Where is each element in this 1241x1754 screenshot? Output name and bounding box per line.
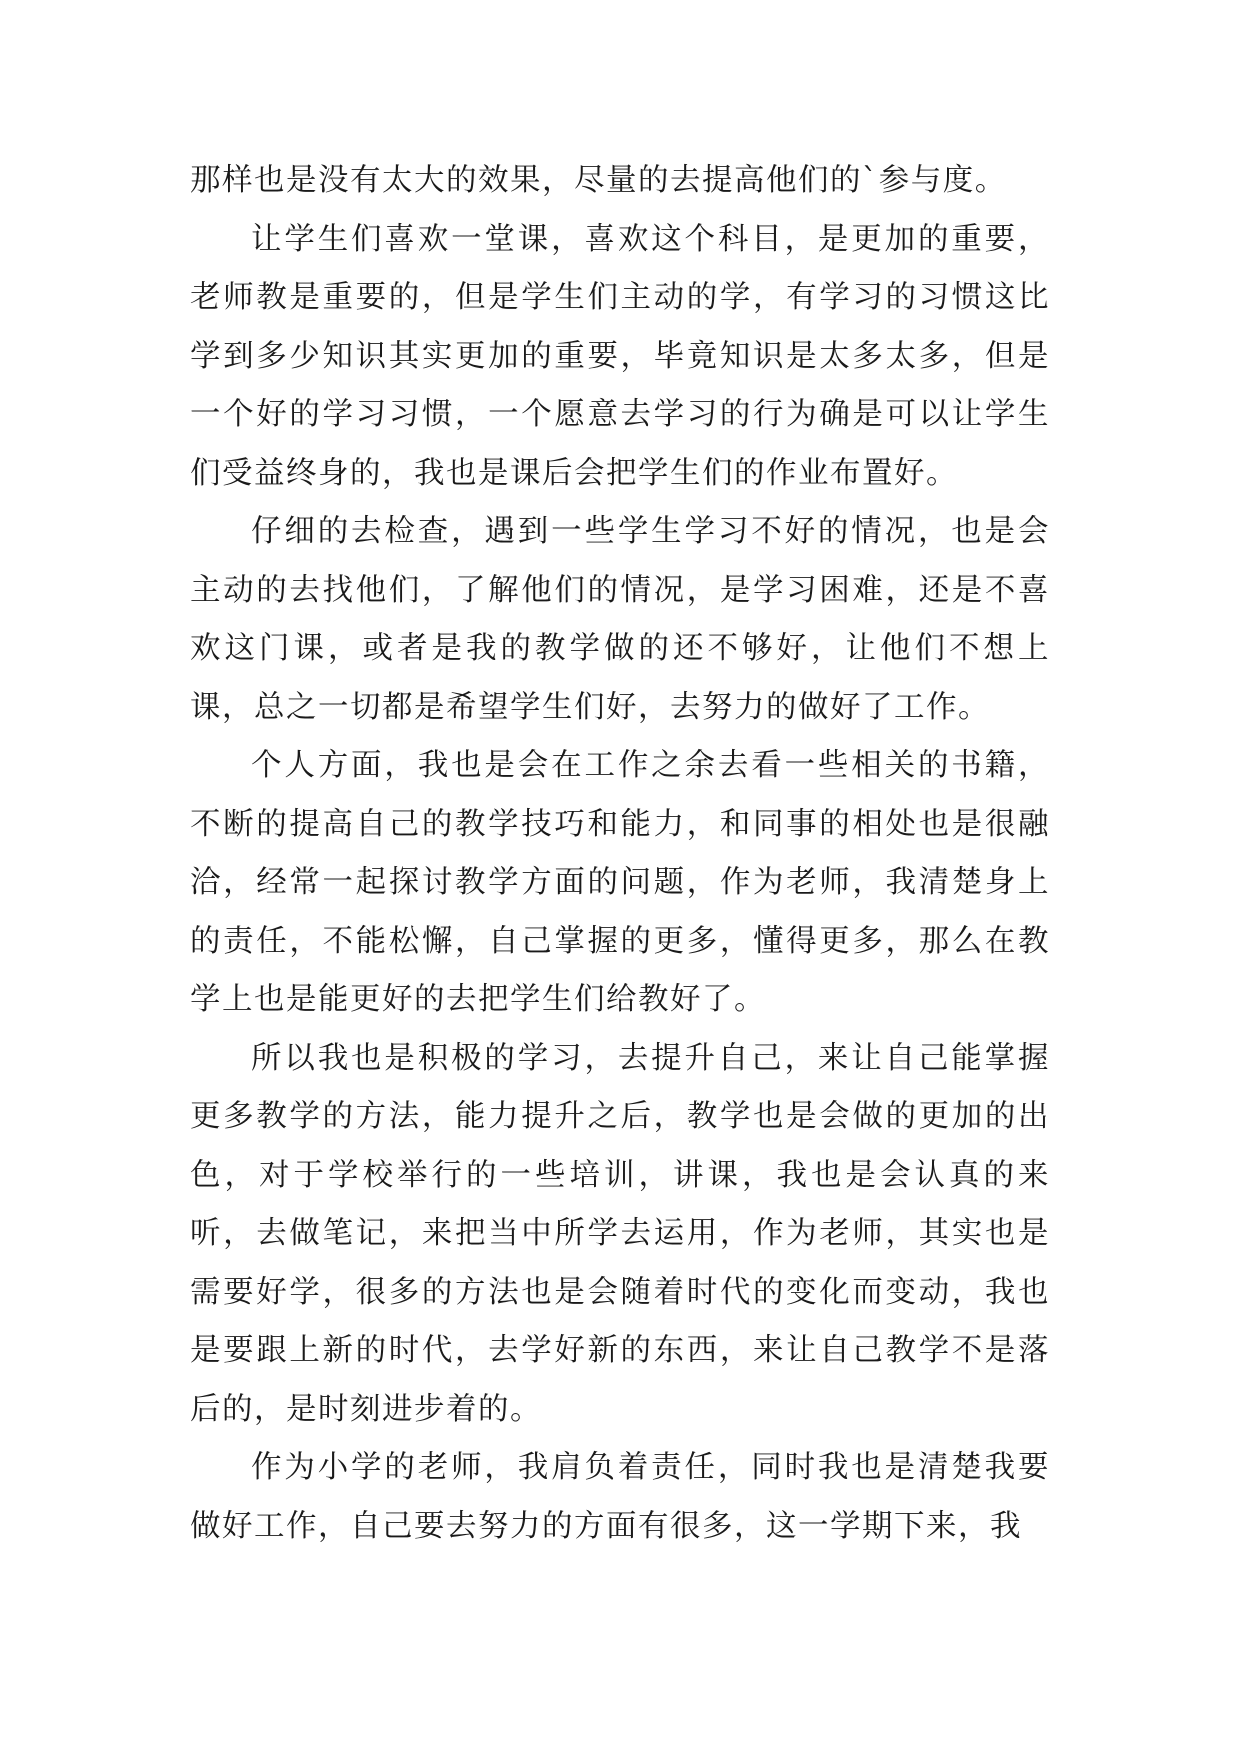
paragraph-2: 让学生们喜欢一堂课，喜欢这个科目，是更加的重要，老师教是重要的，但是学生们主动的学，有学习的习惯这比学到多少知识其实更加的重要，毕竟知识是太多太多，但是一个好的学习习惯，一个愿意去学习的行为确是可以让学生们受益终身的，我也是课后会把学生们的作业布置好。	[190, 221, 1050, 491]
paragraph-5: 所以我也是积极的学习，去提升自己，来让自己能掌握更多教学的方法，能力提升之后，教学也是会做的更加的出色，对于学校举行的一些培训，讲课，我也是会认真的来听，去做笔记，来把当中所学去运用，作为老师，其实也是需要好学，很多的方法也是会随着时代的变化而变动，我也是要跟上新的时代，去学好新的东西，来让自己教学不是落后的，是时刻进步着的。	[190, 1040, 1050, 1427]
paragraph-4: 个人方面，我也是会在工作之余去看一些相关的书籍，不断的提高自己的教学技巧和能力，和同事的相处也是很融洽，经常一起探讨教学方面的问题，作为老师，我清楚身上的责任，不能松懈，自己掌握的更多，懂得更多，那么在教学上也是能更好的去把学生们给教好了。	[190, 748, 1050, 1017]
paragraph-6: 作为小学的老师，我肩负着责任，同时我也是清楚我要做好工作，自己要去努力的方面有很多，这一学期下来，我	[190, 1450, 1050, 1544]
document-body	[190, 152, 1050, 1556]
paragraph-3: 仔细的去检查，遇到一些学生学习不好的情况，也是会主动的去找他们，了解他们的情况，是学习困难，还是不喜欢这门课，或者是我的教学做的还不够好，让他们不想上课，总之一切都是希望学生们好，去努力的做好了工作。	[190, 514, 1050, 725]
paragraph-1: 那样也是没有太大的效果，尽量的去提高他们的`参与度。	[190, 163, 1007, 198]
